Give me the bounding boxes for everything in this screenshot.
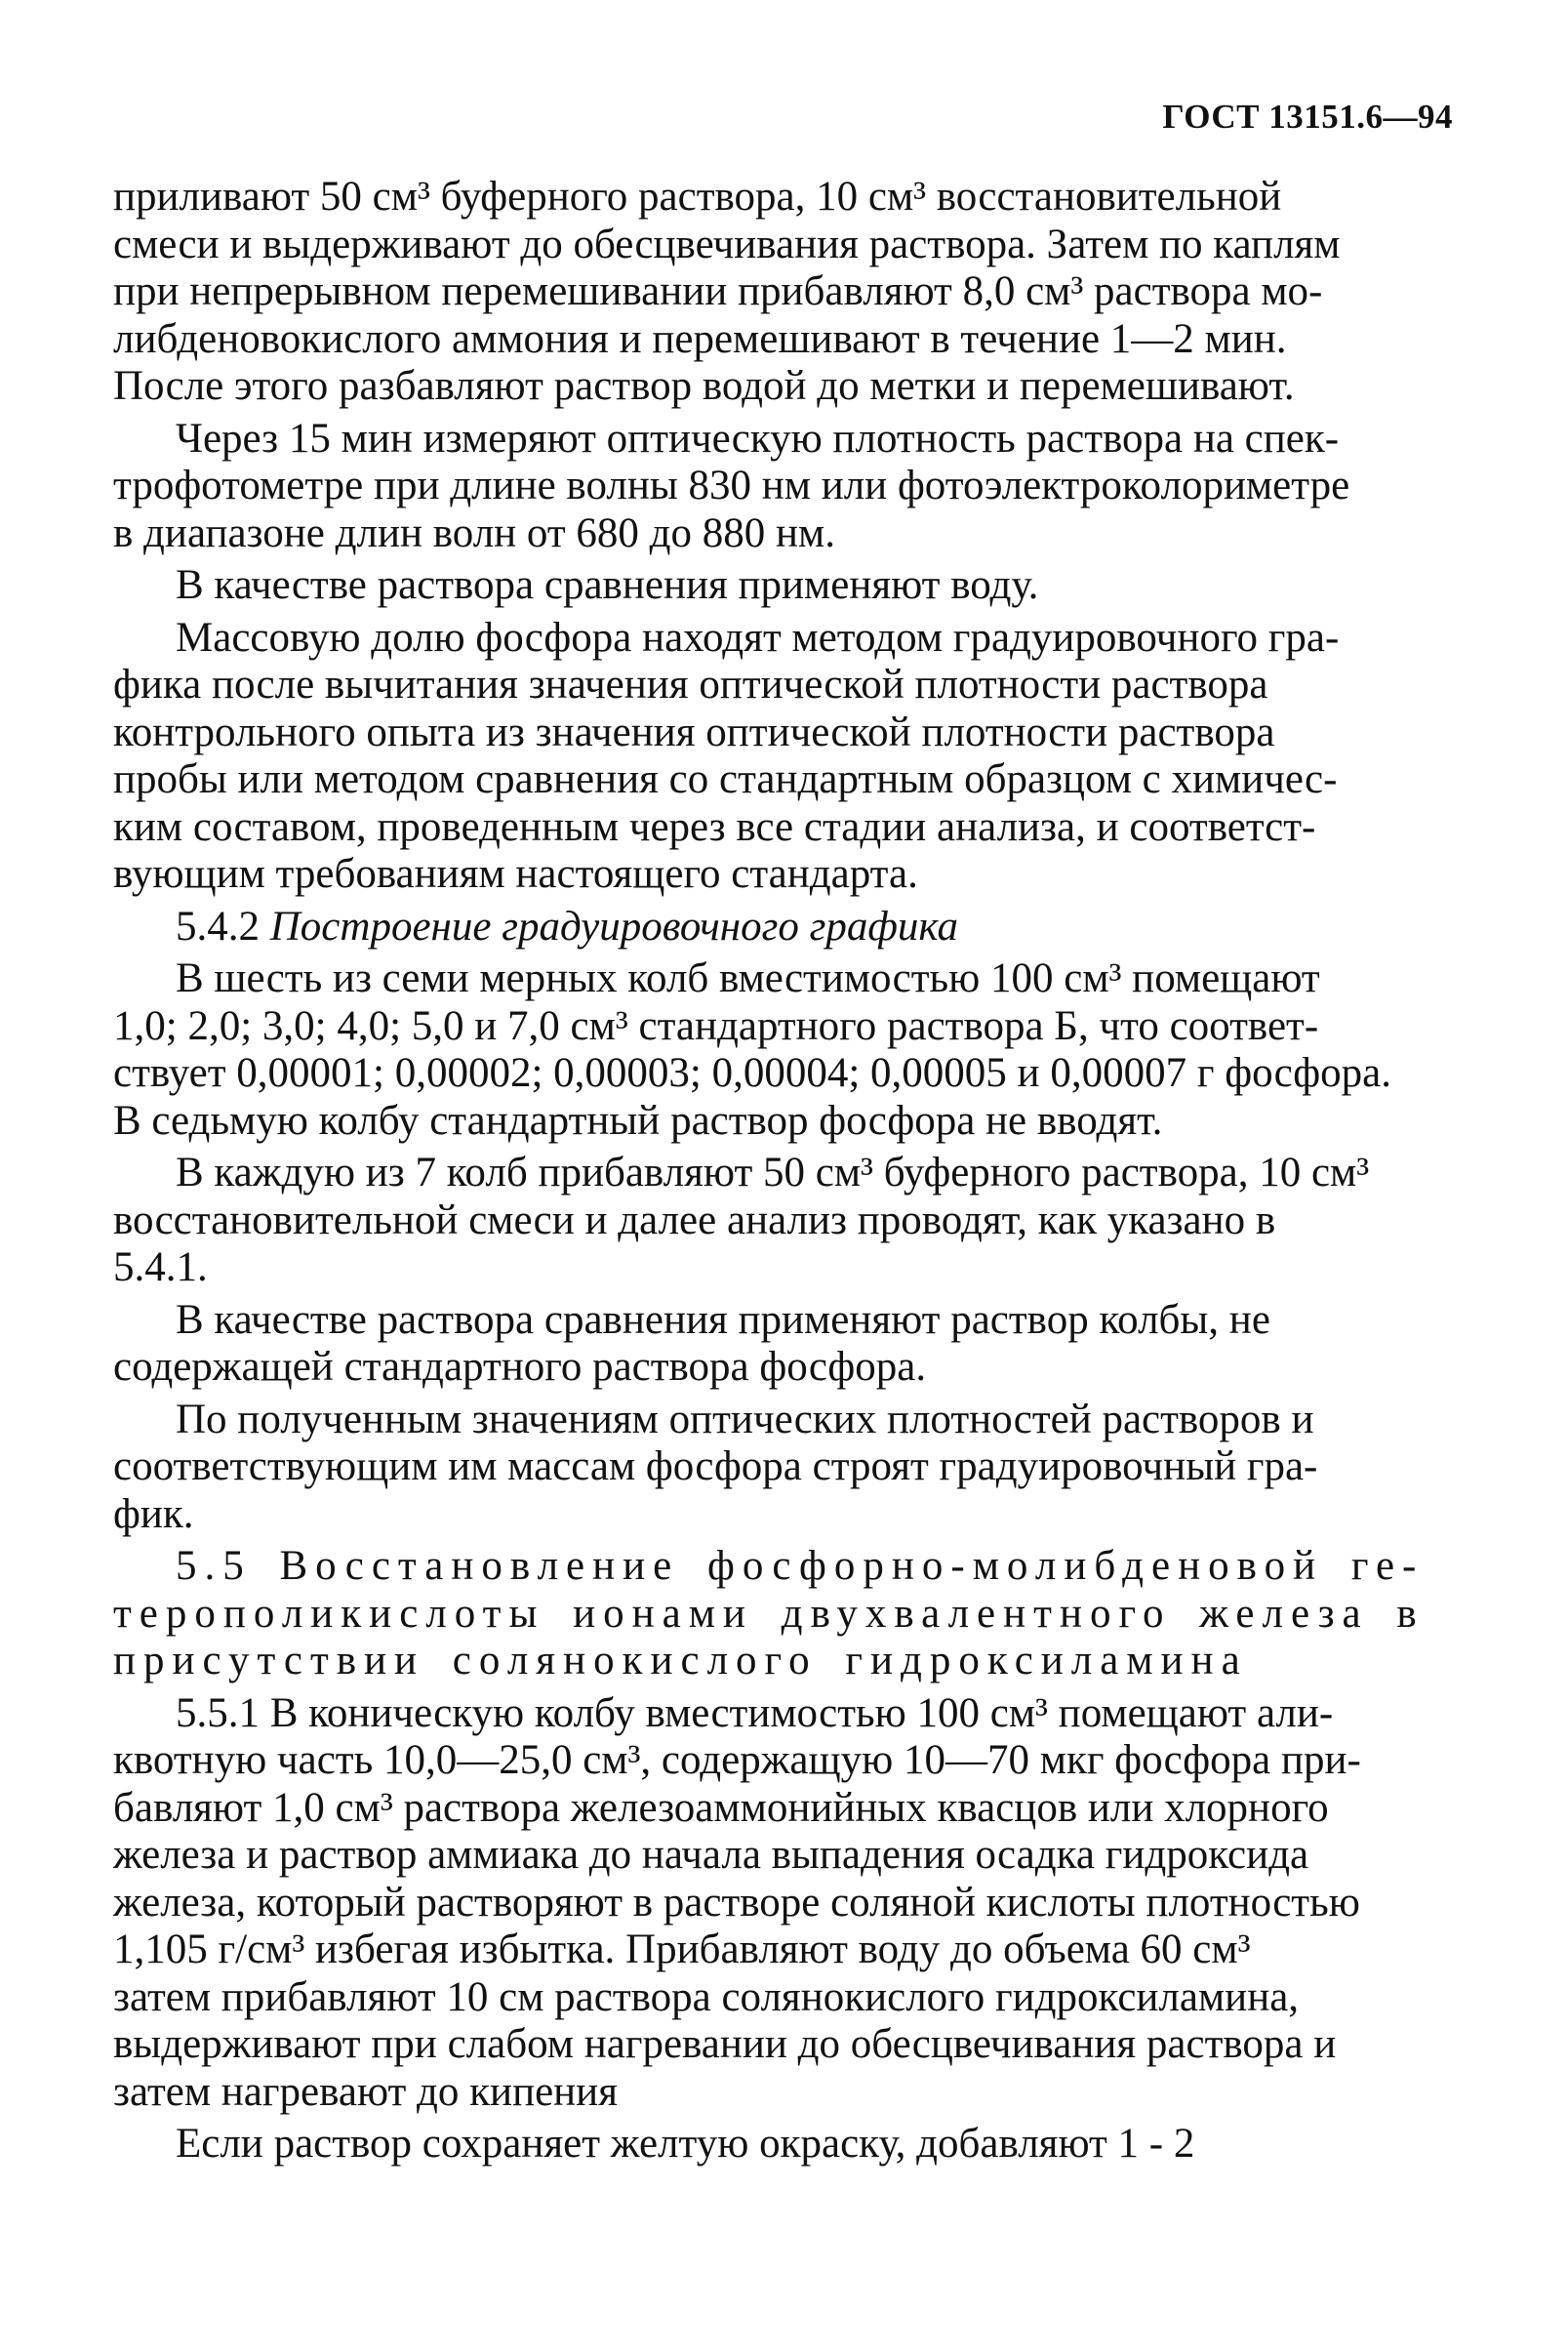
text-line: вующим требованиям настоящего стандарта. <box>113 851 918 897</box>
paragraph-9 <box>113 1690 1454 2117</box>
heading-line: терополикислоты ионами двухвалентного железа в <box>113 1590 1425 1637</box>
text-line: В шесть из семи мерных колб вместимостью 100 см³ помещают <box>176 955 1320 1001</box>
paragraph-5 <box>113 955 1454 1145</box>
text-line: соответствующим им массам фосфора строят градуировочный гра- <box>113 1443 1318 1489</box>
text-line: Массовую долю фосфора находят методом градуировочного гра- <box>176 614 1340 661</box>
text-line: 1,0; 2,0; 3,0; 4,0; 5,0 и 7,0 см³ стандартного раствора Б, что соответ- <box>113 1002 1319 1049</box>
text-line: В каждую из 7 колб прибавляют 50 см³ буферного раствора, 10 см³ <box>176 1150 1370 1196</box>
paragraph-3 <box>113 562 1454 610</box>
paragraph-7 <box>113 1297 1454 1392</box>
text-line: либденовокислого аммония и перемешивают в течение 1—2 мин. <box>113 315 1287 362</box>
text-line: По полученным значениям оптических плотностей растворов и <box>176 1396 1314 1442</box>
text-line: квотную часть 10,0—25,0 см³, содержащую 10—70 мкг фосфора при- <box>113 1737 1361 1783</box>
text-line: В седьмую колбу стандартный раствор фосфора не вводят. <box>113 1097 1163 1144</box>
heading-line: 5.5 Восстановление фосфорно-молибденовой ге- <box>176 1543 1425 1589</box>
text-line: затем прибавляют 10 см раствора солянокислого гидроксиламина, <box>113 1973 1300 2020</box>
text-line: восстановительной смеси и далее анализ проводят, как указано в <box>113 1196 1276 1243</box>
paragraph-1 <box>113 174 1454 411</box>
text-line: бавляют 1,0 см³ раствора железоаммонийных квасцов или хлорного <box>113 1784 1329 1831</box>
paragraph-10 <box>113 2121 1454 2169</box>
text-line: трофотометре при длине волны 830 нм или фотоэлектроколориметре <box>113 463 1350 508</box>
text-line: В качестве раствора сравнения применяют раствор колбы, не <box>176 1296 1270 1343</box>
text-line: затем нагревают до кипения <box>113 2068 618 2115</box>
text-line: пробы или методом сравнения со стандартным образцом с химичес- <box>113 756 1338 802</box>
section-title: Построение градуировочного графика <box>269 903 958 950</box>
text-line: После этого разбавляют раствор водой до метки и перемешивают. <box>113 363 1295 409</box>
heading-line: присутствии солянокислого гидроксиламина <box>113 1638 1248 1683</box>
section-heading-5-4-2 <box>113 904 1454 952</box>
text-line: 5.5.1 В коническую колбу вместимостью 100 см³ помещают али- <box>176 1689 1334 1736</box>
text-line: смеси и выдерживают до обесцвечивания раствора. Затем по каплям <box>113 221 1341 267</box>
text-line: контрольного опыта из значения оптической плотности раствора <box>113 709 1275 755</box>
paragraph-8 <box>113 1397 1454 1539</box>
text-line: в диапазоне длин волн от 680 до 880 нм. <box>113 509 835 556</box>
text-line: содержащей стандартного раствора фосфора. <box>113 1344 927 1390</box>
text-line: фика после вычитания значения оптической плотности раствора <box>113 662 1268 708</box>
document-body <box>113 174 1454 2173</box>
text-line: 1,105 г/см³ избегая избытка. Прибавляют воду до объема 60 см³ <box>113 1926 1251 1972</box>
text-line: выдерживают при слабом нагревании до обесцвечивания раствора и <box>113 2021 1337 2067</box>
text-line: 5.4.1. <box>113 1244 208 1290</box>
text-line: приливают 50 см³ буферного раствора, 10 см³ восстановительной <box>113 174 1282 220</box>
section-number: 5.4.2 <box>176 903 260 950</box>
text-line: ким составом, проведенным через все стадии анализа, и соответст- <box>113 803 1316 850</box>
paragraph-2 <box>113 416 1454 558</box>
text-line: фик. <box>113 1490 194 1537</box>
text-line: Если раствор сохраняет желтую окраску, добавляют 1 - 2 <box>176 2121 1195 2167</box>
text-line: железа, который растворяют в растворе соляной кислоты плотностью <box>113 1879 1360 1926</box>
page-header-standard: ГОСТ 13151.6—94 <box>1162 98 1453 136</box>
text-line: железа и раствор аммиака до начала выпадения осадка гидроксида <box>113 1832 1309 1878</box>
text-line: при непрерывном перемешивании прибавляют 8,0 см³ раствора мо- <box>113 268 1323 314</box>
text-line: В качестве раствора сравнения применяют воду. <box>176 562 1039 608</box>
text-line: ствует 0,00001; 0,00002; 0,00003; 0,00004; 0,00005 и 0,00007 г фосфора. <box>113 1050 1391 1096</box>
paragraph-6 <box>113 1150 1454 1292</box>
section-heading-5-5 <box>113 1543 1454 1685</box>
text-line: Через 15 мин измеряют оптическую плотность раствора на спек- <box>176 415 1340 462</box>
paragraph-4 <box>113 615 1454 899</box>
